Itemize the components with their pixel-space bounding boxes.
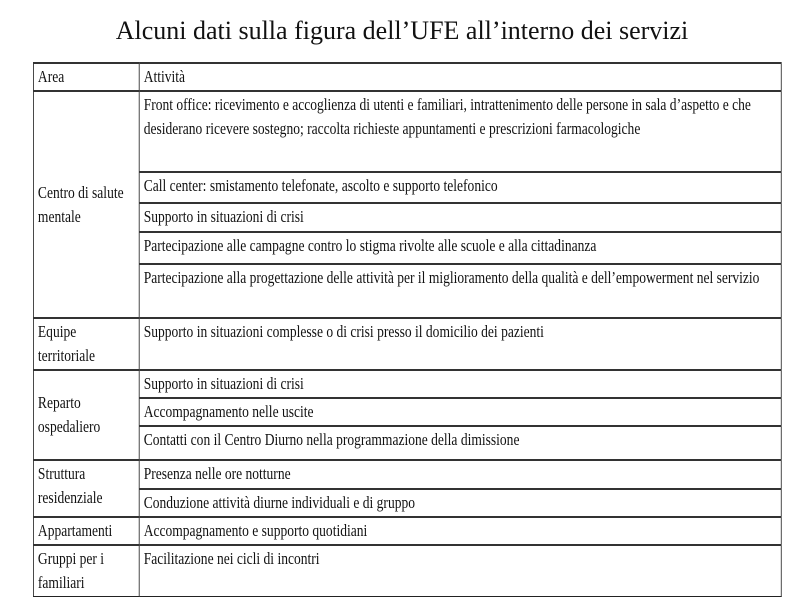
table-row (33, 172, 781, 203)
area-cell: Struttura residenziale (33, 460, 139, 517)
activity-cell: Facilitazione nei cicli di incontri (139, 545, 781, 597)
table-row (33, 91, 781, 172)
table-row (33, 264, 781, 318)
area-cell: Gruppi per i familiari (33, 545, 139, 597)
table-row (33, 370, 781, 398)
table-row (33, 398, 781, 426)
activity-cell: Supporto in situazioni complesse o di crisi presso il domicilio dei pazienti (139, 318, 781, 370)
table-row (33, 489, 781, 517)
table-row (33, 460, 781, 489)
activity-cell: Accompagnamento e supporto quotidiani (139, 517, 781, 545)
activity-cell: Accompagnamento nelle uscite (139, 398, 781, 426)
table-header-row (33, 63, 781, 91)
activity-cell: Call center: smistamento telefonate, ascolto e supporto telefonico (139, 172, 781, 203)
activity-cell: Supporto in situazioni di crisi (139, 370, 781, 398)
area-cell: Equipe territoriale (33, 318, 139, 370)
area-cell: Appartamenti (33, 517, 139, 545)
table-row (33, 203, 781, 232)
table-row (33, 232, 781, 264)
activities-table (33, 62, 782, 597)
activity-cell: Conduzione attività diurne individuali e di gruppo (139, 489, 781, 517)
activity-cell: Partecipazione alle campagne contro lo stigma rivolte alle scuole e alla cittadinanza (139, 232, 781, 264)
activity-cell: Supporto in situazioni di crisi (139, 203, 781, 232)
area-cell: Reparto ospedaliero (33, 370, 139, 460)
table-row (33, 426, 781, 460)
activity-cell: Presenza nelle ore notturne (139, 460, 781, 489)
activity-cell: Partecipazione alla progettazione delle attività per il miglioramento della qualità e dell’empowerment nel servizio (139, 264, 781, 318)
activities-table-wrapper (33, 62, 782, 597)
header-activities: Attività (139, 63, 781, 91)
table-row (33, 545, 781, 597)
slide-title: Alcuni dati sulla figura dell’UFE all’interno dei servizi (115, 16, 689, 45)
area-cell: Centro di salute mentale (33, 91, 139, 318)
table-row (33, 517, 781, 545)
activity-cell: Front office: ricevimento e accoglienza di utenti e familiari, intrattenimento delle persone in sala d’aspetto e che desiderano ricevere sostegno; raccolta richieste appuntamenti e prescrizioni farmacologiche (139, 91, 781, 172)
header-area: Area (33, 63, 139, 91)
activity-cell: Contatti con il Centro Diurno nella programmazione della dimissione (139, 426, 781, 460)
table-row (33, 318, 781, 370)
